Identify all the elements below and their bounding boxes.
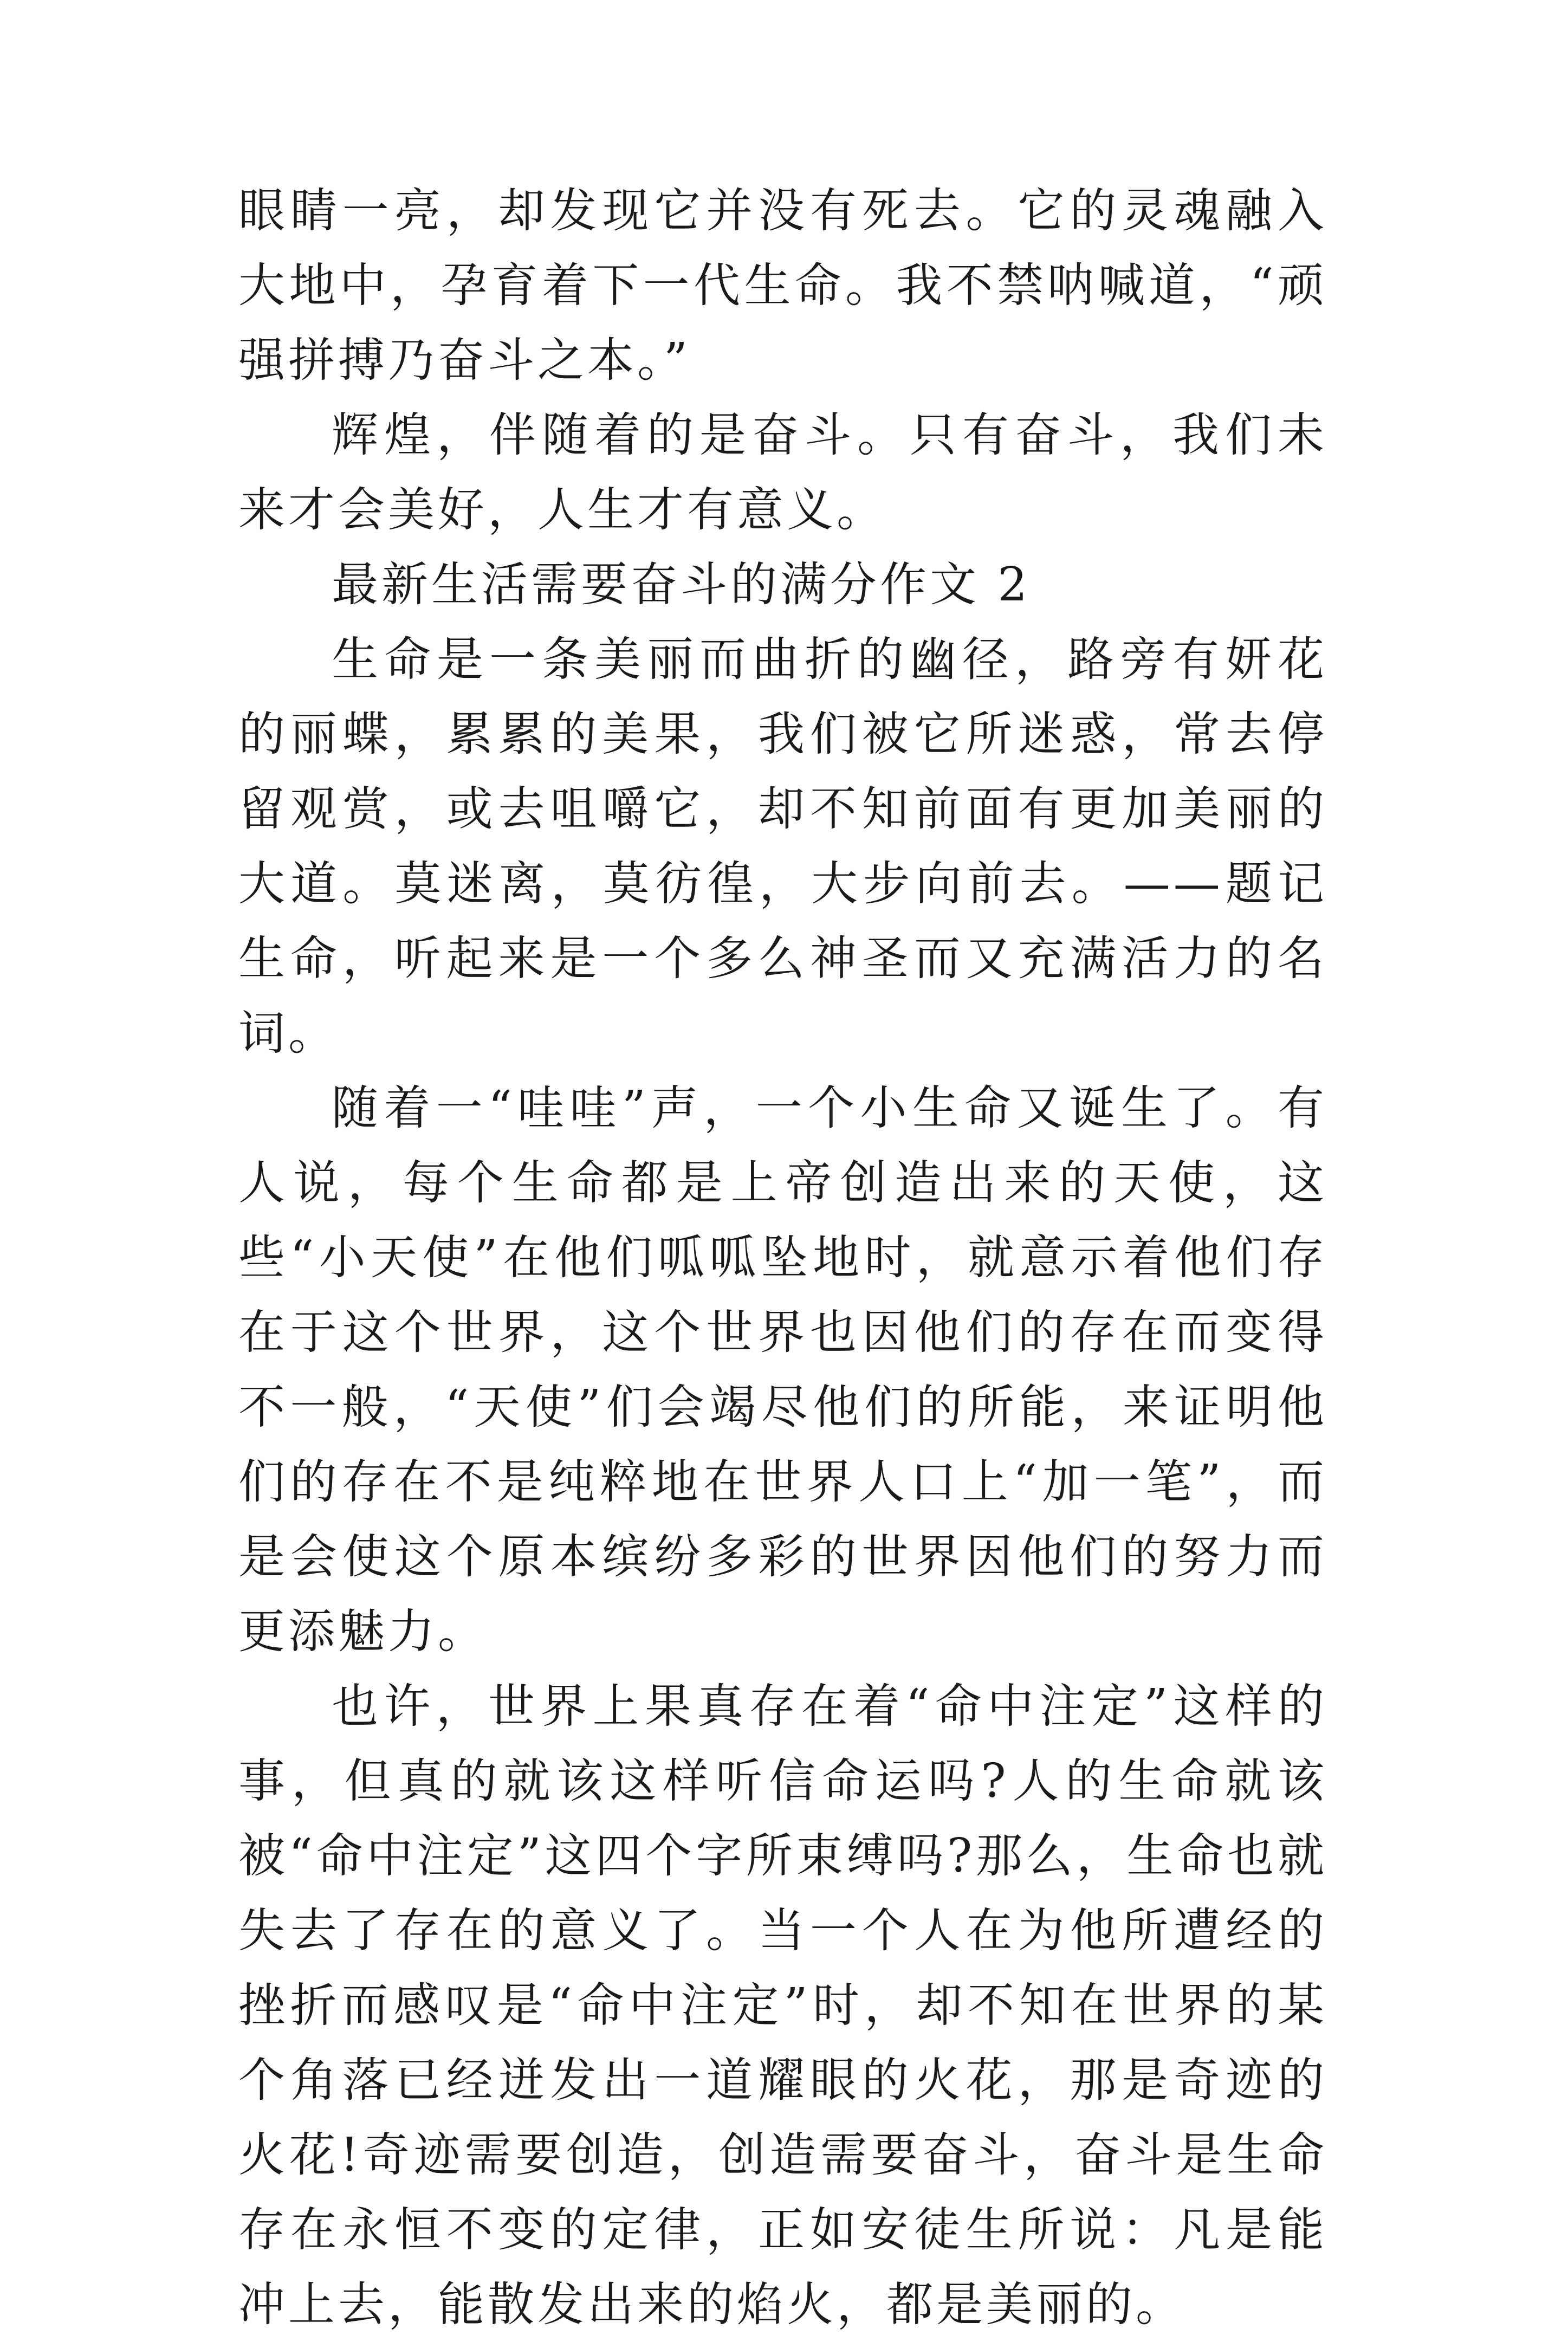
paragraph: 随着一“哇哇”声，一个小生命又诞生了。有人说，每个生命都是上帝创造出来的天使，这些“小天使”在他们呱呱坠地时，就意示着他们存在于这个世界，这个世界也因他们的存在而变得不一般，“天使”们会竭尽他们的所能，来证明他们的存在不是纯粹地在世界人口上“加一笔”，而是会使这个原本缤纷多彩的世界因他们的努力而更添魅力。 xyxy=(238,1081,1327,1659)
section-heading: 最新生活需要奋斗的满分作文 2 xyxy=(332,558,1031,612)
paragraph: 生命是一条美丽而曲折的幽径，路旁有妍花的丽蝶，累累的美果，我们被它所迷惑，常去停留观赏，或去咀嚼它，却不知前面有更加美丽的大道。莫迷离，莫彷徨，大步向前去。——题记生命，听起来是一个多么神圣而又充满活力的名词。 xyxy=(238,632,1327,1060)
document-body xyxy=(238,173,1327,2342)
paragraph-continuation: 眼睛一亮，却发现它并没有死去。它的灵魂融入大地中，孕育着下一代生命。我不禁呐喊道，“顽强拼搏乃奋斗之本。” xyxy=(238,184,1327,387)
paragraph: 也许，世界上果真存在着“命中注定”这样的事，但真的就该这样听信命运吗?人的生命就该被“命中注定”这四个字所束缚吗?那么，生命也就失去了存在的意义了。当一个人在为他所遭经的挫折而感叹是“命中注定”时，却不知在世界的某个角落已经迸发出一道耀眼的火花，那是奇迹的火花!奇迹需要创造，创造需要奋斗，奋斗是生命存在永恒不变的定律，正如安徒生所说：凡是能冲上去，能散发出来的焰火，都是美丽的。 xyxy=(238,1679,1327,2332)
paragraph: 辉煌，伴随着的是奋斗。只有奋斗，我们未来才会美好，人生才有意义。 xyxy=(238,408,1327,537)
